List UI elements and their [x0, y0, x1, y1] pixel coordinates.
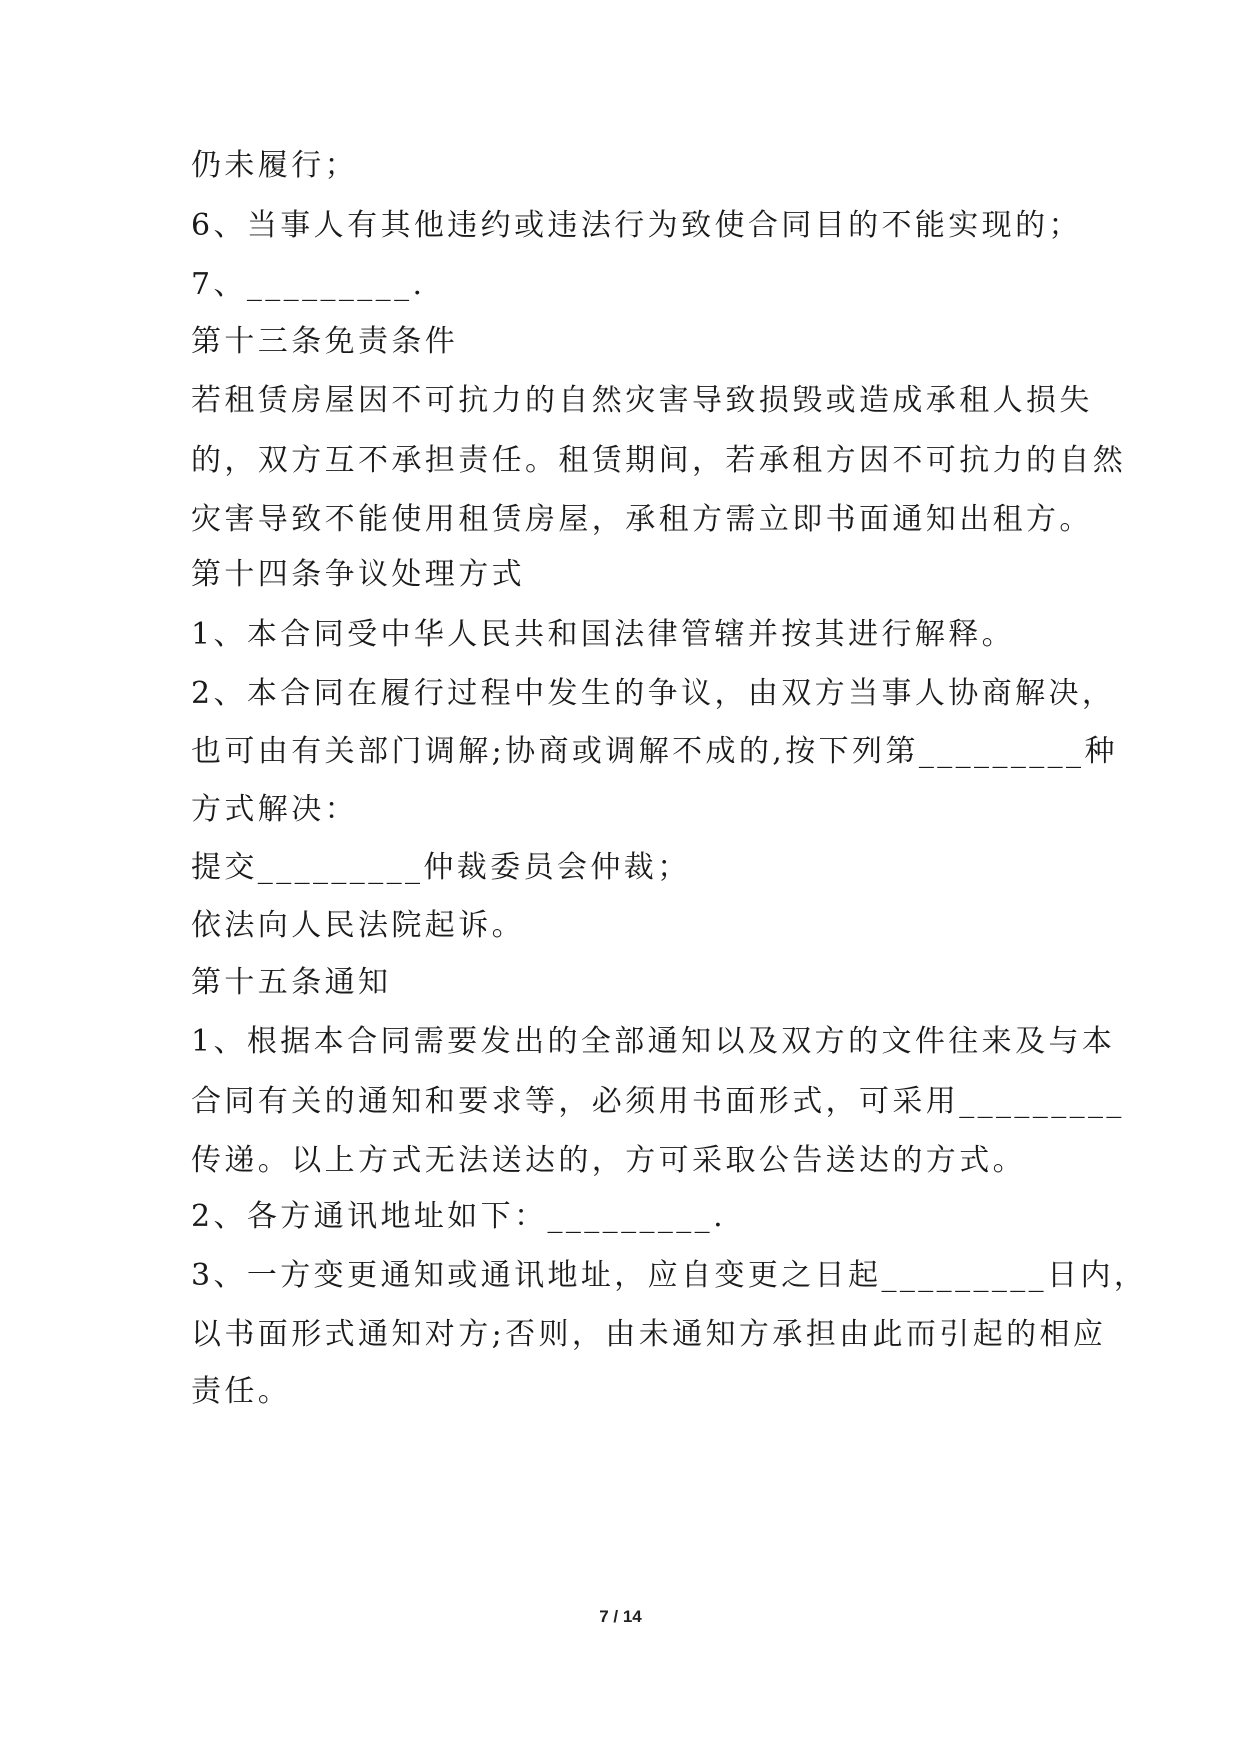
text-line: 也可由有关部门调解;协商或调解不成的,按下列第_________种	[191, 734, 1118, 769]
section-heading: 第十四条争议处理方式	[191, 557, 525, 592]
text-line: 传递。以上方式无法送达的，方可采取公告送达的方式。	[191, 1143, 1026, 1178]
page-number: 7 / 14	[599, 1607, 642, 1626]
section-heading: 第十三条免责条件	[191, 324, 459, 359]
text-line: 方式解决：	[191, 792, 358, 827]
text-line: 6、当事人有其他违约或违法行为致使合同目的不能实现的；	[191, 208, 1082, 243]
text-line: 1、本合同受中华人民共和国法律管辖并按其进行解释。	[191, 617, 1016, 652]
text-line: 责任。	[191, 1374, 292, 1409]
text-line: 灾害导致不能使用租赁房屋，承租方需立即书面通知出租方。	[191, 502, 1093, 537]
text-line: 2、本合同在履行过程中发生的争议，由双方当事人协商解决，	[191, 676, 1116, 711]
text-line: 依法向人民法院起诉。	[191, 908, 525, 943]
text-line: 3、一方变更通知或通讯地址，应自变更之日起_________日内，	[191, 1258, 1148, 1293]
text-line: 提交_________仲裁委员会仲裁；	[191, 850, 691, 885]
text-line: 7、_________.	[191, 267, 426, 302]
text-line: 2、各方通讯地址如下：_________.	[191, 1199, 727, 1234]
text-line: 合同有关的通知和要求等，必须用书面形式，可采用_________	[191, 1084, 1125, 1119]
text-line: 仍未履行；	[191, 148, 358, 183]
text-line: 若租赁房屋因不可抗力的自然灾害导致损毁或造成承租人损失	[191, 383, 1093, 418]
text-line: 1、根据本合同需要发出的全部通知以及双方的文件往来及与本	[191, 1024, 1116, 1059]
text-line: 的，双方互不承担责任。租赁期间，若承租方因不可抗力的自然	[191, 443, 1127, 478]
section-heading: 第十五条通知	[191, 965, 392, 1000]
text-line: 以书面形式通知对方;否则，由未通知方承担由此而引起的相应	[191, 1317, 1107, 1352]
